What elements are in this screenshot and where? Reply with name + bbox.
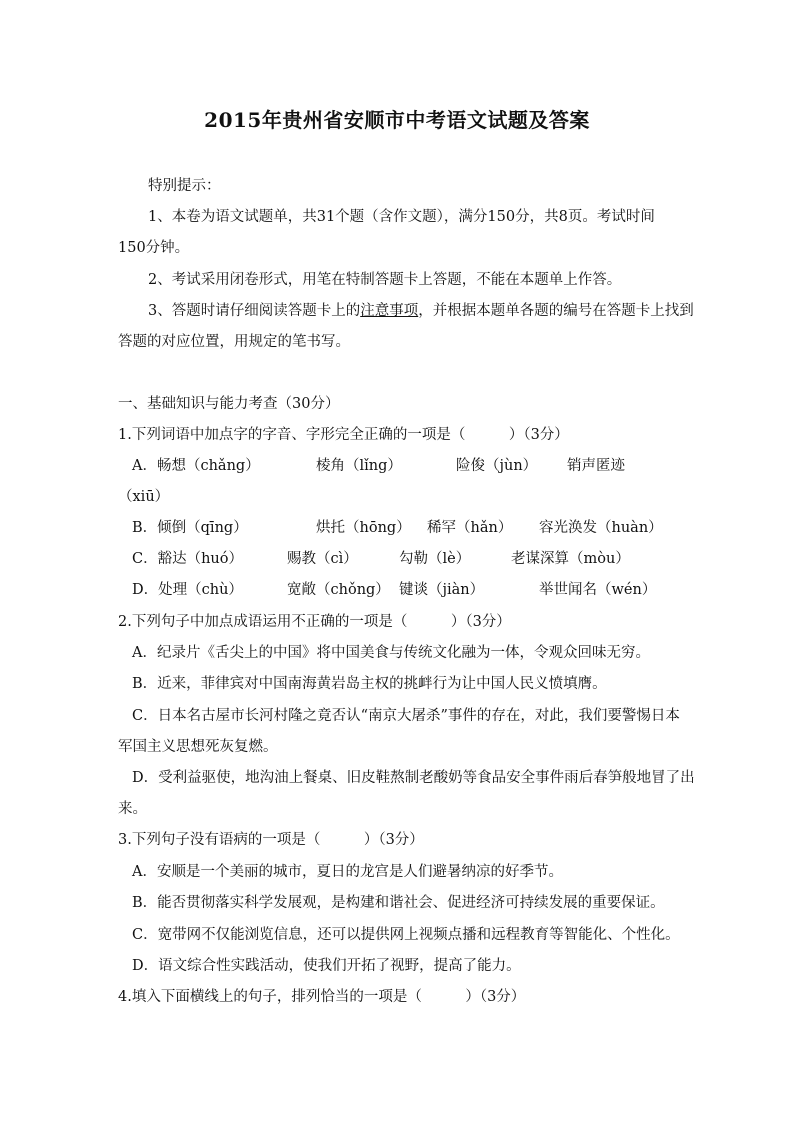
q1-option-a-3: 险俊（jùn） [456, 458, 538, 474]
q1-option-b-2: 烘托（hōng） [316, 520, 411, 536]
q2-option-d: D．受利益驱使，地沟油上餐桌、旧皮鞋熬制老酸奶等食品安全事件雨后春笋般地冒了出 [132, 770, 695, 786]
q2-option-c-cont: 军国主义思想死灰复燃。 [118, 739, 278, 755]
q1-option-b-4: 容光涣发（huàn） [539, 520, 663, 536]
q1-option-d-1: D．处理（chù） [132, 582, 243, 598]
page-title: 2015年贵州省安顺市中考语文试题及答案 [204, 108, 590, 132]
q1-option-b-1: B．倾倒（qīng） [132, 520, 248, 536]
q3-option-a: A．安顺是一个美丽的城市，夏日的龙宫是人们避暑纳凉的好季节。 [132, 864, 563, 880]
notice-item-3-post: ，并根据本题单各题的编号在答题卡上找到 [418, 303, 694, 319]
q1-option-a-4: 销声匿迹 [567, 458, 625, 474]
question-2-stem: 2.下列句子中加点成语运用不正确的一项是（ ）（3分） [118, 614, 511, 630]
notice-item-3-pre: 3、答题时请仔细阅读答题卡上的 [148, 303, 361, 319]
q1-option-c-3: 勾勒（lè） [399, 551, 471, 567]
notice-item-1: 1、本卷为语文试题单，共31个题（含作文题），满分150分，共8页。考试时间 [148, 209, 655, 225]
q1-option-d-4: 举世闻名（wén） [539, 582, 657, 598]
question-1-stem: 1.下列词语中加点字的字音、字形完全正确的一项是（ ）（3分） [118, 427, 569, 443]
q2-option-d-cont: 来。 [118, 801, 147, 817]
q1-option-d-2: 宽敞（chǒng） [287, 582, 390, 598]
q1-option-a-1: A．畅想（chǎng） [132, 458, 260, 474]
notice-item-2: 2、考试采用闭卷形式，用笔在特制答题卡上答题，不能在本题单上作答。 [148, 272, 622, 288]
q1-option-b-3: 稀罕（hǎn） [427, 520, 513, 536]
q1-option-c-2: 赐教（cì） [287, 551, 358, 567]
q2-option-c: C．日本名古屋市长河村隆之竟否认“南京大屠杀”事件的存在，对此，我们要警惕日本 [132, 708, 680, 724]
q2-option-a: A．纪录片《舌尖上的中国》将中国美食与传统文化融为一体，令观众回味无穷。 [132, 645, 650, 661]
notice-item-3 [148, 301, 694, 321]
question-4-stem: 4.填入下面横线上的句子，排列恰当的一项是（ ）（3分） [118, 989, 526, 1005]
notice-item-3-underlined: 注意事项 [360, 303, 419, 319]
q1-option-a-2: 棱角（lǐng） [316, 458, 402, 474]
notice-heading: 特别提示： [148, 178, 221, 194]
notice-item-1-cont: 150分钟。 [118, 240, 190, 256]
question-3-stem: 3.下列句子没有语病的一项是（ ）（3分） [118, 832, 424, 848]
q1-option-d-3: 键谈（jiàn） [399, 582, 485, 598]
q3-option-d: D．语文综合性实践活动，使我们开拓了视野，提高了能力。 [132, 958, 521, 974]
notice-item-3-cont: 答题的对应位置，用规定的笔书写。 [118, 334, 350, 350]
q3-option-c: C．宽带网不仅能浏览信息，还可以提供网上视频点播和远程教育等智能化、个性化。 [132, 927, 680, 943]
q1-option-c-1: C．豁达（huó） [132, 551, 244, 567]
section-heading: 一、基础知识与能力考查（30分） [118, 396, 340, 412]
q2-option-b: B．近来，菲律宾对中国南海黄岩岛主权的挑衅行为让中国人民义愤填膺。 [132, 676, 607, 692]
q1-option-a-wrap: （xiū） [118, 489, 170, 505]
q3-option-b: B．能否贯彻落实科学发展观，是构建和谐社会、促进经济可持续发展的重要保证。 [132, 895, 665, 911]
q1-option-c-4: 老谋深算（mòu） [511, 551, 630, 567]
